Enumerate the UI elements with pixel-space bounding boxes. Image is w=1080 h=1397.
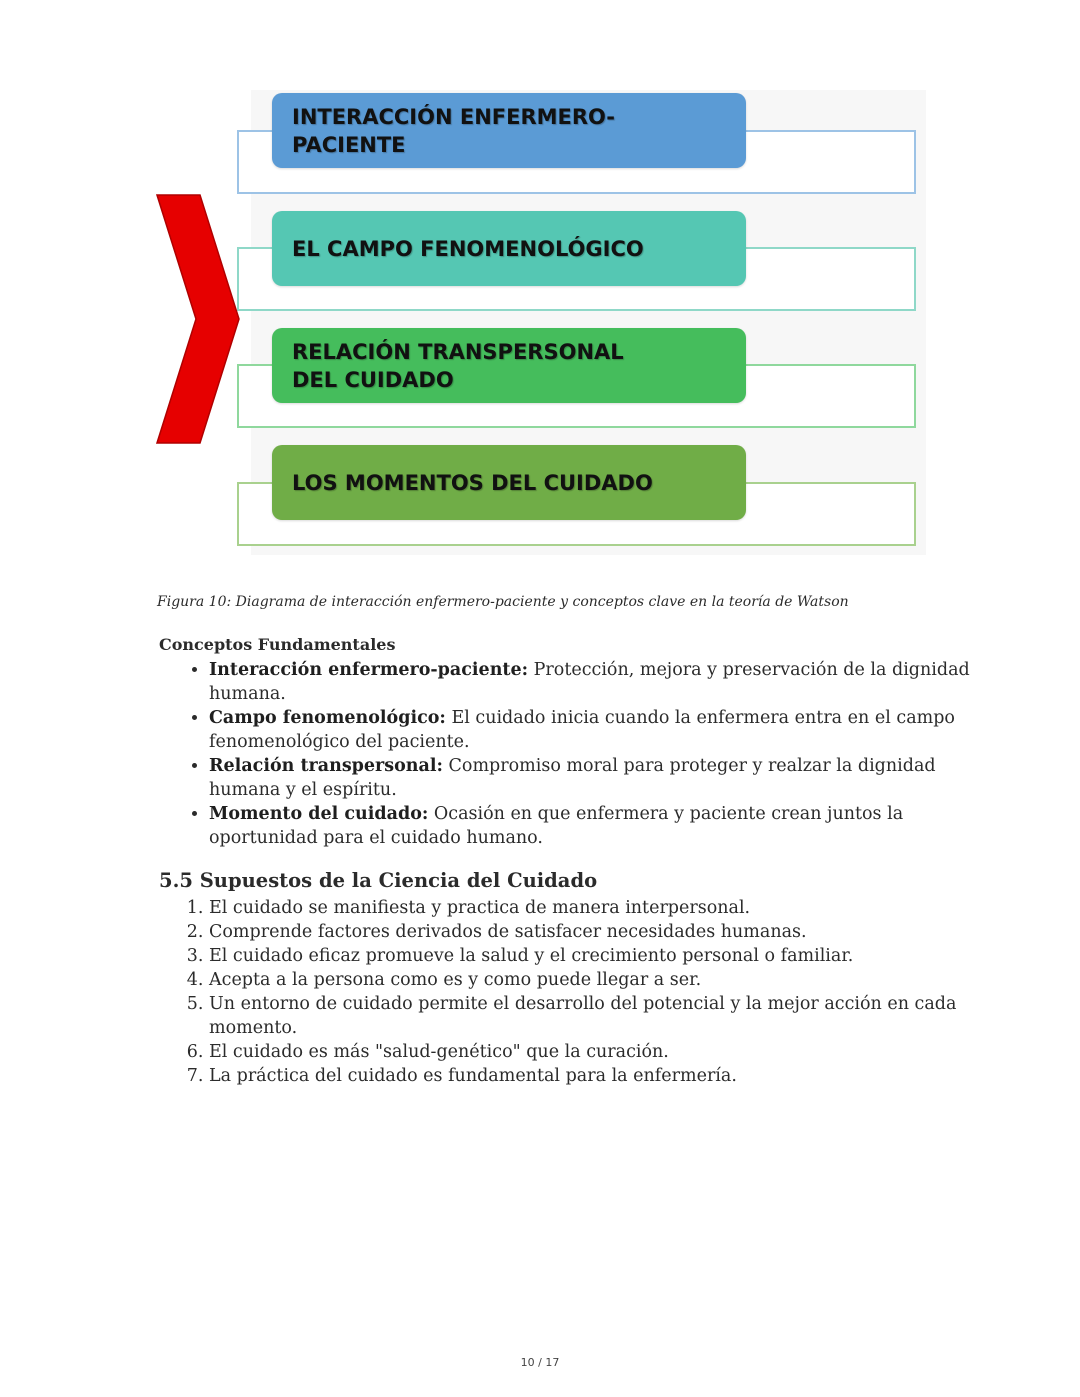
concept-term: Interacción enfermero-paciente: bbox=[209, 660, 529, 680]
concept-term: Relación transpersonal: bbox=[209, 756, 443, 776]
list-item: 7. La práctica del cuidado es fundamental para la enfermería. bbox=[209, 1064, 989, 1088]
page-number: 10 / 17 bbox=[520, 1356, 560, 1369]
list-item bbox=[209, 802, 989, 850]
section-heading: 5.5 Supuestos de la Ciencia del Cuidado bbox=[159, 869, 598, 892]
diagram bbox=[156, 90, 926, 555]
diagram-box-1 bbox=[272, 93, 746, 168]
assumptions-list bbox=[159, 896, 989, 1088]
diagram-box-2 bbox=[272, 211, 746, 286]
diagram-box-3 bbox=[272, 328, 746, 403]
list-item bbox=[209, 706, 989, 754]
list-item: 4. Acepta a la persona como es y como puede llegar a ser. bbox=[209, 968, 989, 992]
list-item: 1. El cuidado se manifiesta y practica de manera interpersonal. bbox=[209, 896, 989, 920]
list-item bbox=[209, 658, 989, 706]
concept-term: Momento del cuidado: bbox=[209, 804, 429, 824]
figure-caption: Figura 10: Diagrama de interacción enfermero-paciente y conceptos clave en la teoría de Watson bbox=[157, 594, 849, 610]
list-item bbox=[209, 754, 989, 802]
list-item: 5. Un entorno de cuidado permite el desarrollo del potencial y la mejor acción en cada momento. bbox=[209, 992, 989, 1040]
concepts-heading: Conceptos Fundamentales bbox=[159, 635, 396, 654]
concepts-list bbox=[159, 658, 989, 850]
list-item: 3. El cuidado eficaz promueve la salud y el crecimiento personal o familiar. bbox=[209, 944, 989, 968]
concept-text: Compromiso moral para proteger y realzar la dignidad humana y el espíritu. bbox=[209, 756, 936, 800]
concept-text: El cuidado inicia cuando la enfermera entra en el campo fenomenológico del paciente. bbox=[209, 708, 955, 752]
list-item: 6. El cuidado es más "salud-genético" que la curación. bbox=[209, 1040, 989, 1064]
diagram-box-3-label: RELACIÓN TRANSPERSONAL DEL CUIDADO bbox=[292, 339, 624, 392]
diagram-box-1-label: INTERACCIÓN ENFERMERO-PACIENTE bbox=[292, 104, 616, 157]
diagram-box-4-label: LOS MOMENTOS DEL CUIDADO bbox=[292, 470, 653, 495]
concept-text: Protección, mejora y preservación de la dignidad humana. bbox=[209, 660, 970, 704]
list-item: 2. Comprende factores derivados de satisfacer necesidades humanas. bbox=[209, 920, 989, 944]
chevron-shape bbox=[157, 195, 239, 443]
diagram-box-2-label: EL CAMPO FENOMENOLÓGICO bbox=[292, 236, 644, 261]
diagram-box-4 bbox=[272, 445, 746, 520]
concept-text: Ocasión en que enfermera y paciente crean juntos la oportunidad para el cuidado humano. bbox=[209, 804, 904, 848]
chevron-arrow-icon bbox=[156, 194, 240, 444]
concept-term: Campo fenomenológico: bbox=[209, 708, 446, 728]
